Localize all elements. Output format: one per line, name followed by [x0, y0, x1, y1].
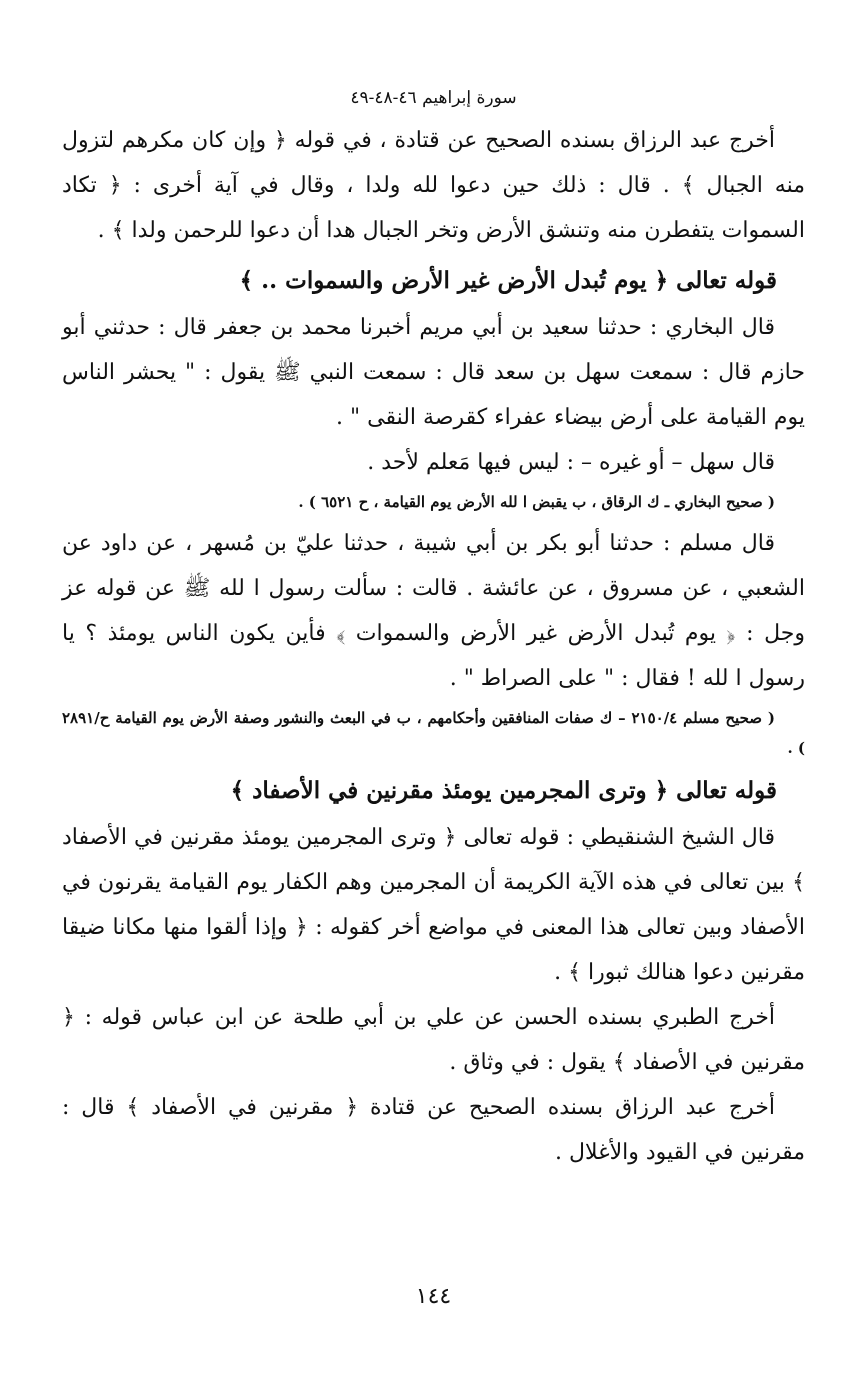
section-heading-earth-changed: قوله تعالى ﴿ يوم تُبدل الأرض غير الأرض والسموات .. ﴾ — [239, 267, 777, 294]
section-heading-criminals-chained: قوله تعالى ﴿ وترى المجرمين يومئذ مقرنين في الأصفاد ﴾ — [230, 777, 777, 804]
paragraph-sahl-comment: قال سهل – أو غيره – : ليس فيها مَعلم لأحد . — [367, 450, 775, 475]
paragraph-tabari: أخرج الطبري بسنده الحسن عن علي بن أبي طلحة عن ابن عباس قوله : ﴿ مقرنين في الأصفاد ﴾ يقول : في وثاق . — [62, 1005, 805, 1075]
page-body — [62, 118, 805, 1175]
reference-muslim: ( صحيح مسلم ٢١٥٠/٤ – ك صفات المنافقين وأحكامهم ، ب في البعث والنشور وصفة الأرض يوم القيامة ح/٢٨٩١ ) . — [62, 709, 805, 757]
paragraph-bukhari-hadith: قال البخاري : حدثنا سعيد بن أبي مريم أخبرنا محمد بن جعفر قال : حدثني أبو حازم قال : سمعت سهل بن سعد قال : سمعت النبي ﷺ يقول : " يحشر الناس يوم القيامة على أرض بيضاء عفراء كقرصة النقى " . — [62, 315, 805, 430]
page-number: ١٤٤ — [415, 1284, 452, 1309]
reference-bukhari: ( صحيح البخاري ـ ك الرقاق ، ب يقبض ا لله الأرض يوم القيامة ، ح ٦٥٢١ ) . — [298, 493, 775, 511]
paragraph-shanqiti: قال الشيخ الشنقيطي : قوله تعالى ﴿ وترى المجرمين يومئذ مقرنين في الأصفاد ﴾ بين تعالى في هذه الآية الكريمة أن المجرمين وهم الكفار يوم القيامة يقرنون في الأصفاد وبين تعالى هذا المعنى في مواضع أخر كقوله : ﴿ وإذا ألقوا منها مكانا ضيقا مقرنين دعوا هنالك ثبورا ﴾ . — [62, 825, 805, 985]
paragraph-razzaq-qatada-mountains: أخرج عبد الرزاق بسنده الصحيح عن قتادة ، في قوله ﴿ وإن كان مكرهم لتزول منه الجبال ﴾ . قال : ذلك حين دعوا لله ولدا ، وقال في آية أخرى : ﴿ تكاد السموات يتفطرن منه وتنشق الأرض وتخر الجبال هدا أن دعوا للرحمن ولدا ﴾ . — [62, 128, 805, 243]
paragraph-razzaq-qatada-fetters: أخرج عبد الرزاق بسنده الصحيح عن قتادة ﴿ مقرنين في الأصفاد ﴾ قال : مقرنين في القيود والأغلال . — [62, 1095, 805, 1165]
running-header: سورة إبراهيم ٤٦-٤٨-٤٩ — [350, 88, 517, 108]
paragraph-muslim-hadith: قال مسلم : حدثنا أبو بكر بن أبي شيبة ، حدثنا عليّ بن مُسهر ، عن داود عن الشعبي ، عن مسروق ، عن عائشة . قالت : سألت رسول ا لله ﷺ عن قوله عز وجل : ﴿ يوم تُبدل الأرض غير الأرض والسموات ﴾ فأين يكون الناس يومئذ ؟ يا رسول ا لله ! فقال : " على الصراط " . — [62, 531, 805, 691]
